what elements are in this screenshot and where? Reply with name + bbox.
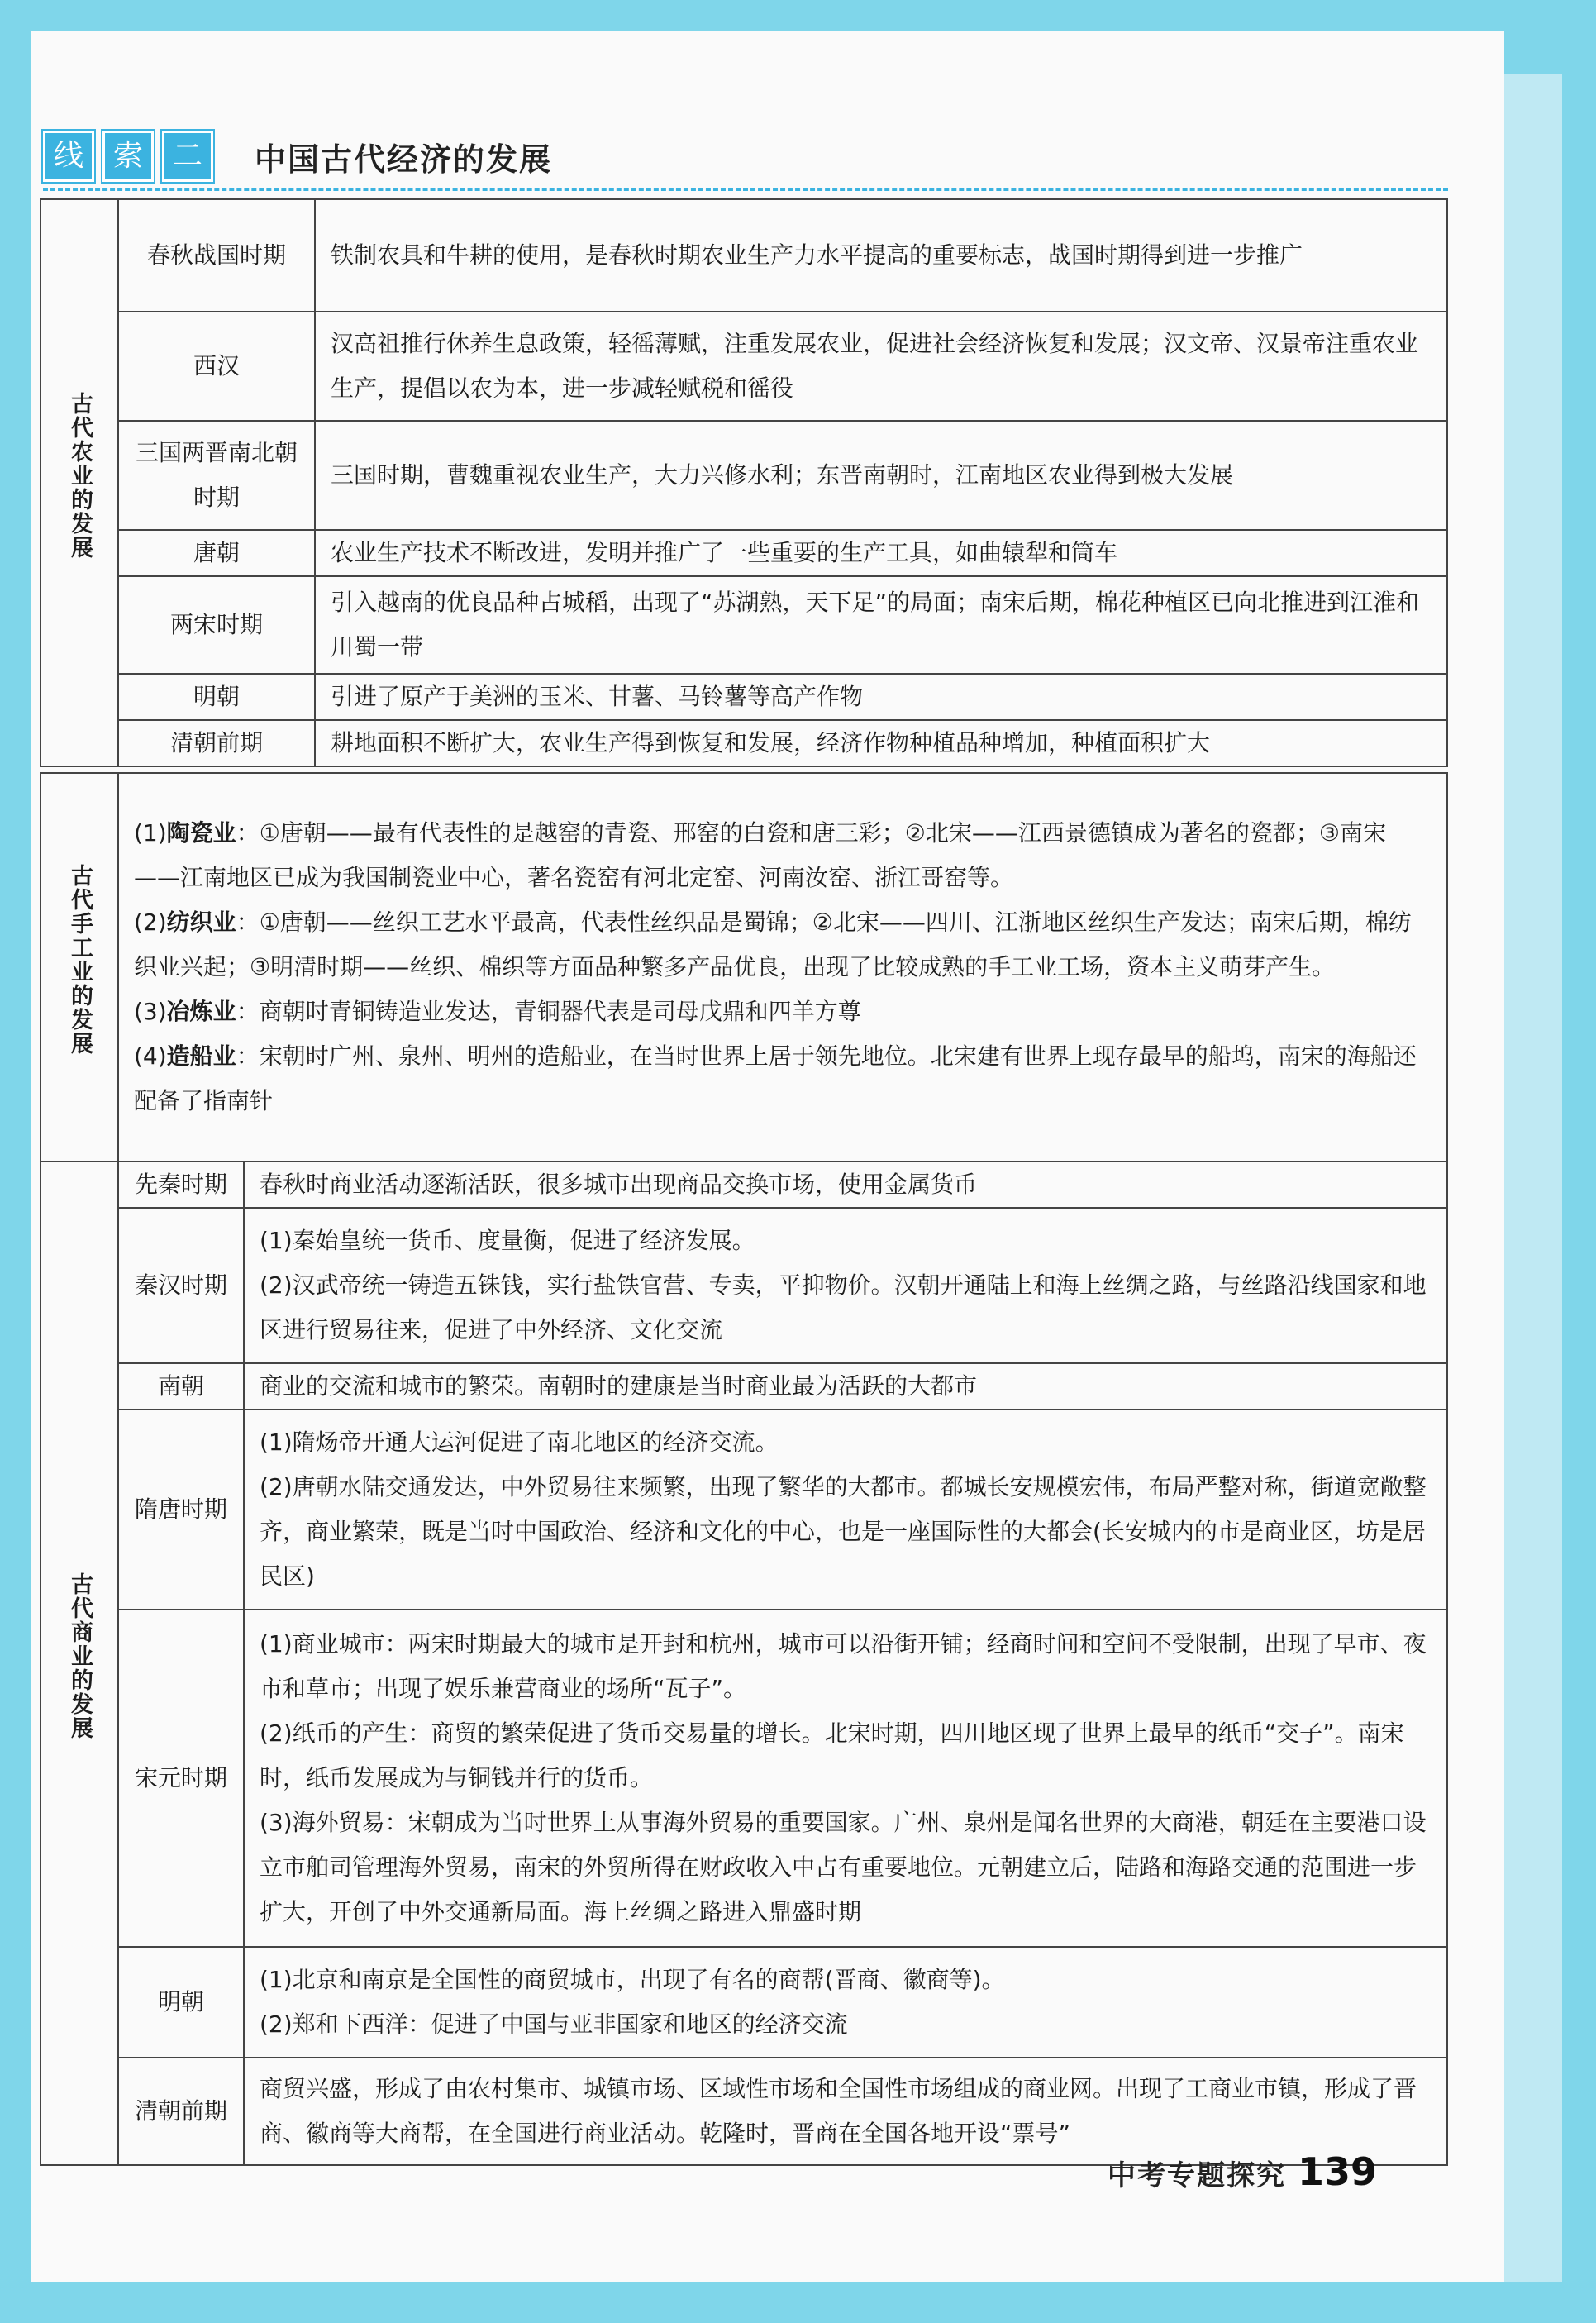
table-row <box>40 674 1447 720</box>
content-cell <box>118 773 1447 1162</box>
item-text: ：商朝时青铜铸造业发达，青铜器代表是司母戊鼎和四羊方尊 <box>236 998 861 1025</box>
content-cell: 铁制农具和牛耕的使用，是春秋时期农业生产力水平提高的重要标志，战国时期得到进一步推广 <box>315 199 1447 312</box>
section-title: 中国古代经济的发展 <box>255 141 553 178</box>
table-row <box>40 720 1447 766</box>
content-line: (1)隋炀帝开通大运河促进了南北地区的经济交流。 <box>260 1429 779 1456</box>
header-divider <box>43 188 1448 191</box>
page-number: 139 <box>1298 2149 1378 2194</box>
page-edge-strip <box>1504 74 1562 2282</box>
content-cell <box>244 1363 1447 1410</box>
content-cell: 三国时期，曹魏重视农业生产，大力兴修水利；东晋南朝时，江南地区农业得到极大发展 <box>315 421 1447 530</box>
content-line: (3)海外贸易：宋朝成为当时世界上从事海外贸易的重要国家。广州、泉州是闻名世界的大商港，朝廷在主要港口设立市舶司管理海外贸易，南宋的外贸所得在财政收入中占有重要地位。元朝建立后，陆路和海路交通的范围进一步扩大，开创了中外交通新局面。海上丝绸之路进入鼎盛时期 <box>260 1809 1427 1925</box>
content-line: (1)北京和南京是全国性的商贸城市，出现了有名的商帮(晋商、徽商等)。 <box>260 1966 1005 1993</box>
agriculture-table <box>40 198 1448 767</box>
series-name: 中考专题探究 <box>1108 2159 1286 2192</box>
content-cell <box>244 1410 1447 1610</box>
header-badge-3: 二 <box>162 131 213 182</box>
content-cell <box>244 1208 1447 1363</box>
page-footer <box>1108 2149 1377 2194</box>
header-badge-2: 索 <box>102 131 154 182</box>
item-number: (4) <box>134 1042 167 1070</box>
content-line: (1)秦始皇统一货币、度量衡，促进了经济发展。 <box>260 1227 755 1254</box>
period-cell: 秦汉时期 <box>118 1208 244 1363</box>
content-cell: 耕地面积不断扩大，农业生产得到恢复和发展，经济作物种植品种增加，种植面积扩大 <box>315 720 1447 766</box>
table-row <box>40 530 1447 576</box>
category-cell <box>40 773 118 1162</box>
section-header <box>43 131 552 182</box>
item-label: 冶炼业 <box>166 998 236 1025</box>
category-cell <box>40 1162 118 2165</box>
item-number: (3) <box>134 998 167 1025</box>
table-row <box>40 1208 1447 1363</box>
period-cell: 先秦时期 <box>118 1162 244 1208</box>
content-line: (1)商业城市：两宋时期最大的城市是开封和杭州，城市可以沿街开铺；经商时间和空间不受限制，出现了早市、夜市和草市；出现了娱乐兼营商业的场所“瓦子”。 <box>260 1630 1427 1702</box>
period-cell: 明朝 <box>118 1947 244 2058</box>
period-cell: 宋元时期 <box>118 1610 244 1947</box>
content-cell: 引进了原产于美洲的玉米、甘薯、马铃薯等高产作物 <box>315 674 1447 720</box>
content-line: (2)纸币的产生：商贸的繁荣促进了货币交易量的增长。北宋时期，四川地区现了世界上最早的纸币“交子”。南宋时，纸币发展成为与铜钱并行的货币。 <box>260 1720 1404 1791</box>
content-cell <box>244 1610 1447 1947</box>
content-cell: 引入越南的优良品种占城稻，出现了“苏湖熟，天下足”的局面；南宋后期，棉花种植区已向北推进到江淮和川蜀一带 <box>315 576 1447 674</box>
content-line: 春秋时商业活动逐渐活跃，很多城市出现商品交换市场，使用金属货币 <box>260 1171 978 1198</box>
category-label: 古代手工业的发展 <box>67 864 93 1056</box>
table-row <box>40 1363 1447 1410</box>
table-row <box>40 312 1447 421</box>
item-text: ：①唐朝——最有代表性的是越窑的青瓷、邢窑的白瓷和唐三彩；②北宋——江西景德镇成为著名的瓷都；③南宋——江南地区已成为我国制瓷业中心，著名瓷窑有河北定窑、河南汝窑、浙江哥窑等。 <box>134 819 1386 891</box>
table-row <box>40 1162 1447 1208</box>
handicraft-table <box>40 772 1448 1162</box>
period-cell: 清朝前期 <box>118 720 315 766</box>
table-row <box>40 773 1447 1162</box>
handicraft-item <box>134 811 1432 900</box>
handicraft-item <box>134 990 1432 1034</box>
commerce-table <box>40 1161 1448 2166</box>
item-number: (1) <box>134 819 167 847</box>
handicraft-item <box>134 900 1432 990</box>
period-cell: 唐朝 <box>118 530 315 576</box>
item-label: 造船业 <box>166 1042 236 1070</box>
content-cell: 农业生产技术不断改进，发明并推广了一些重要的生产工具，如曲辕犁和筒车 <box>315 530 1447 576</box>
table-row <box>40 1410 1447 1610</box>
category-cell <box>40 199 118 766</box>
period-cell: 三国两晋南北朝时期 <box>118 421 315 530</box>
period-cell: 清朝前期 <box>118 2058 244 2165</box>
content-line: (2)郑和下西洋：促进了中国与亚非国家和地区的经济交流 <box>260 2011 848 2038</box>
period-cell: 明朝 <box>118 674 315 720</box>
period-cell: 春秋战国时期 <box>118 199 315 312</box>
period-cell: 西汉 <box>118 312 315 421</box>
item-text: ：宋朝时广州、泉州、明州的造船业，在当时世界上居于领先地位。北宋建有世界上现存最早的船坞，南宋的海船还配备了指南针 <box>134 1042 1417 1114</box>
content-cell <box>244 1947 1447 2058</box>
header-badge-1: 线 <box>43 131 94 182</box>
item-label: 陶瓷业 <box>166 819 236 847</box>
content-line: 商业的交流和城市的繁荣。南朝时的建康是当时商业最为活跃的大都市 <box>260 1372 978 1400</box>
content-line: 商贸兴盛，形成了由农村集市、城镇市场、区域性市场和全国性市场组成的商业网。出现了工商业市镇，形成了晋商、徽商等大商帮，在全国进行商业活动。乾隆时，晋商在全国各地开设“票号” <box>260 2075 1417 2147</box>
period-cell: 南朝 <box>118 1363 244 1410</box>
category-label: 古代商业的发展 <box>67 1572 93 1740</box>
handicraft-item <box>134 1034 1432 1123</box>
item-label: 纺织业 <box>166 909 236 936</box>
table-row <box>40 1947 1447 2058</box>
content-line: (2)唐朝水陆交通发达，中外贸易往来频繁，出现了繁华的大都市。都城长安规模宏伟，布局严整对称，街道宽敞整齐，商业繁荣，既是当时中国政治、经济和文化的中心，也是一座国际性的大都会(长安城内的市是商业区，坊是居民区) <box>260 1473 1427 1590</box>
period-cell: 隋唐时期 <box>118 1410 244 1610</box>
content-cell: 汉高祖推行休养生息政策，轻徭薄赋，注重发展农业，促进社会经济恢复和发展；汉文帝、汉景帝注重农业生产，提倡以农为本，进一步减轻赋税和徭役 <box>315 312 1447 421</box>
table-row <box>40 199 1447 312</box>
table-row <box>40 1610 1447 1947</box>
table-row <box>40 421 1447 530</box>
item-number: (2) <box>134 909 167 936</box>
table-row <box>40 576 1447 674</box>
content-cell <box>244 1162 1447 1208</box>
item-text: ：①唐朝——丝织工艺水平最高，代表性丝织品是蜀锦；②北宋——四川、江浙地区丝织生产发达；南宋后期，棉纺织业兴起；③明清时期——丝织、棉织等方面品种繁多产品优良，出现了比较成熟的手工业工场，资本主义萌芽产生。 <box>134 909 1412 980</box>
content-line: (2)汉武帝统一铸造五铢钱，实行盐铁官营、专卖，平抑物价。汉朝开通陆上和海上丝绸之路，与丝路沿线国家和地区进行贸易往来，促进了中外经济、文化交流 <box>260 1271 1427 1343</box>
period-cell: 两宋时期 <box>118 576 315 674</box>
category-label: 古代农业的发展 <box>67 391 93 560</box>
